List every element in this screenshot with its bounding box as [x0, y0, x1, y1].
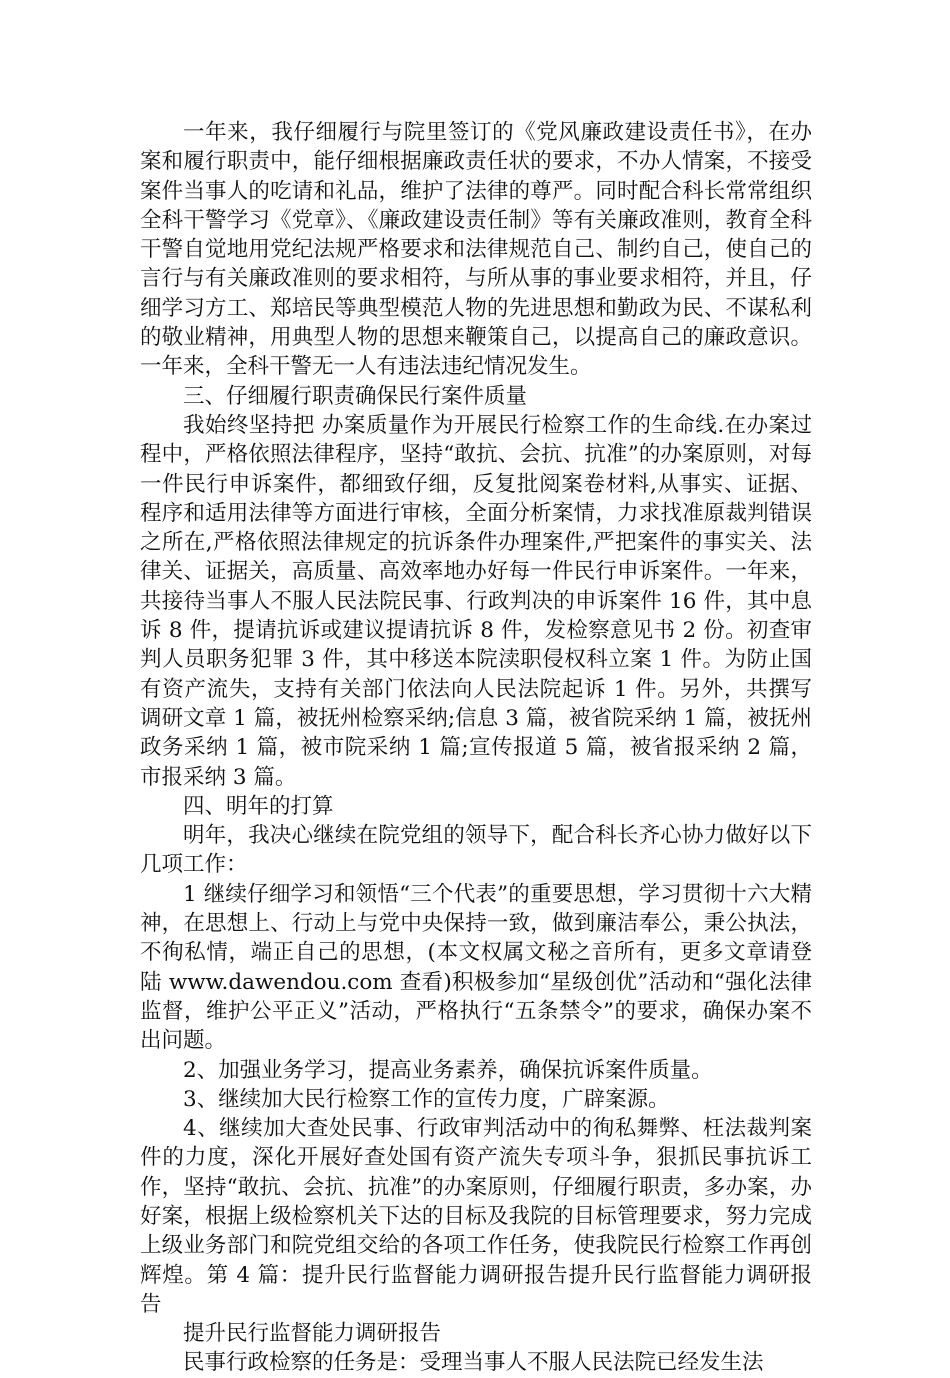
paragraph-plan-item-2: 2、加强业务学习，提高业务素养，确保抗诉案件质量。: [183, 1057, 713, 1083]
paragraph-plan-intro: 明年，我决心继续在院党组的领导下，配合科长齐心协力做好以下几项工作：: [140, 823, 812, 878]
paragraph-report-intro: 民事行政检察的任务是：受理当事人不服人民法院已经发生法: [183, 1350, 764, 1376]
paragraph-plan-item-3: 3、继续加大民行检察工作的宣传力度，广辟案源。: [183, 1086, 670, 1112]
report-title: 提升民行监督能力调研报告: [183, 1321, 442, 1347]
document-body: [140, 118, 812, 1378]
paragraph-plan-item-1: 1 继续仔细学习和领悟“三个代表”的重要思想，学习贯彻十六大精神，在思想上、行动上与党中央保持一致，做到廉洁奉公，秉公执法，不徇私情，端正自己的思想，(本文权属文秘之音所有，更多文章请登陆 www.dawendou.com 查看)积极参加“星级创优”活动和“强化法律监督，维护公平正义”活动，严格执行“五条禁令”的要求，确保办案不出问题。: [140, 881, 812, 1054]
paragraph-case-quality: 我始终坚持把 办案质量作为开展民行检察工作的生命线.在办案过程中，严格依照法律程序，坚持“敢抗、会抗、抗准”的办案原则，对每一件民行申诉案件，都细致仔细，反复批阅案卷材料,从事实、证据、程序和适用法律等方面进行审核，全面分析案情，力求找准原裁判错误之所在,严格依照法律规定的抗诉条件办理案件,严把案件的事实关、法律关、证据关，高质量、高效率地办好每一件民行申诉案件。一年来，共接待当事人不服人民法院民事、行政判决的申诉案件 16 件，其中息诉 8 件，提请抗诉或建议提请抗诉 8 件，发检察意见书 2 份。初查审判人员职务犯罪 3 件，其中移送本院渎职侵权科立案 1 件。为防止国有资产流失，支持有关部门依法向人民法院起诉 1 件。另外，共撰写调研文章 1 篇，被抚州检察采纳;信息 3 篇，被省院采纳 1 篇，被抚州政务采纳 1 篇，被市院采纳 1 篇;宣传报道 5 篇，被省报采纳 2 篇，市报采纳 3 篇。: [140, 412, 812, 790]
section-heading-next-year-plan: 四、明年的打算: [183, 793, 334, 819]
paragraph-integrity-responsibility: 一年来，我仔细履行与院里签订的《党风廉政建设责任书》，在办案和履行职责中，能仔细根据廉政责任状的要求，不办人情案，不接受案件当事人的吃请和礼品，维护了法律的尊严。同时配合科长常常组织全科干警学习《党章》、《廉政建设责任制》等有关廉政准则，教育全科干警自觉地用党纪法规严格要求和法律规范自己、制约自己，使自己的言行与有关廉政准则的要求相符，与所从事的事业要求相符，并且，仔细学习方工、郑培民等典型模范人物的先进思想和勤政为民、不谋私利的敬业精神，用典型人物的思想来鞭策自己，以提高自己的廉政意识。一年来，全科干警无一人有违法违纪情况发生。: [140, 120, 812, 380]
section-heading-case-quality: 三、仔细履行职责确保民行案件质量: [183, 383, 528, 409]
paragraph-plan-item-4: 4、继续加大查处民事、行政审判活动中的徇私舞弊、枉法裁判案件的力度，深化开展好查处国有资产流失专项斗争，狠抓民事抗诉工作，坚持“敢抗、会抗、抗准”的办案原则，仔细履行职责，多办案，办好案，根据上级检察机关下达的目标及我院的目标管理要求，努力完成上级业务部门和院党组交给的各项工作任务，使我院民行检察工作再创辉煌。第 4 篇：提升民行监督能力调研报告提升民行监督能力调研报告: [140, 1116, 812, 1317]
